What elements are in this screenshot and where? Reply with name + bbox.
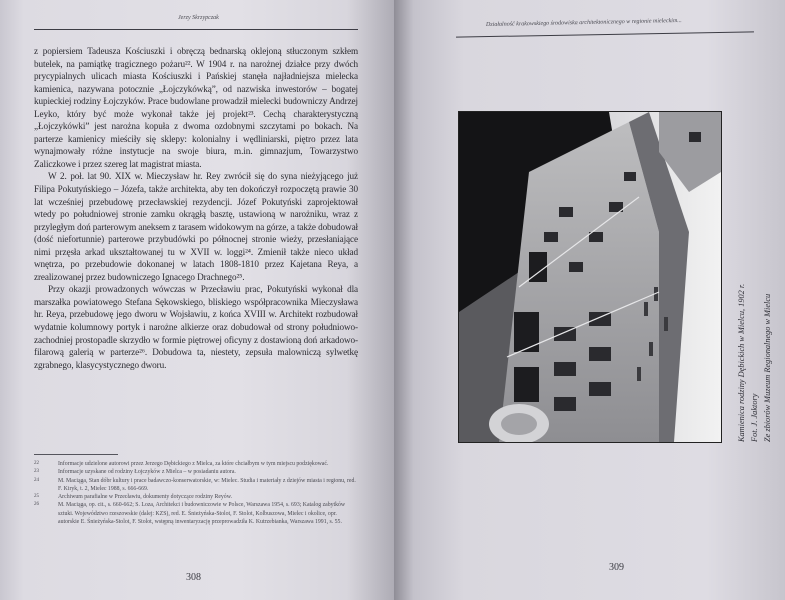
caption-line: Ze zbiorów Muzeum Regionalnego w Mielcu	[763, 293, 772, 442]
photo-caption	[735, 112, 774, 442]
footnotes	[34, 460, 358, 526]
footnote: 26 M. Maciąga, op. cit., s. 660-662; S. Loza, Architekci i budowniczowie w Polsce, Warszawa 1954, s. 693; Katalog zabytków sztuki. Województwo rzeszowskie (dalej: KZS), red. E. Śnieżyńska-Stolot, F. Stolot, Kolbuszowa, Mielec i okolice, opr. autorskie E. Śnieżyńska-Stolot, F. Stolot, wstępną inwentaryzację przeprowadziła K. Kutrzebianka, Warszawa 1991, s. 55.	[34, 502, 346, 526]
running-head-left: Jerzy Skrzypczak	[178, 15, 219, 21]
caption-line: Fot. J. Jaktory	[750, 393, 759, 442]
page-number-right: 309	[609, 562, 624, 573]
body-text	[34, 45, 358, 371]
footnote: 25 Archiwum parafialne w Przecławiu, dokumenty dotyczące rodziny Reyów.	[34, 494, 232, 501]
page-number-left: 308	[186, 572, 201, 583]
header-rule-right	[456, 31, 754, 37]
paragraph-3: Przy okazji prowadzonych wówczas w Przecławiu prac, Pokutyński wykonał dla marszałka powiatowego Stefana Sękowskiego, bliskiego współpracownika Mieczysława hr. Reya, przebudowę jego dworu w Wojsławiu, z końca XVIII w. Architekt rozbudował wydatnie kolumnowy portyk i narożne alkierze oraz dobudował od strony południowo-zachodniej prostopadle skrzydło w formie piętrowej oficyny z dostawioną doń arkadowo-filarową galerią w parterze²⁶. Dobudowa ta, niestety, zepsuła malowniczą sylwetkę zgrabnego, klasycystycznego dworu.	[34, 284, 358, 370]
running-head-right: Działalność krakowskiego środowiska architektonicznego w regionie mieleckim...	[485, 17, 682, 29]
header-rule-left	[34, 29, 358, 30]
caption-line: Kamienica rodziny Dębickich w Mielcu, 1902 r.	[737, 283, 746, 442]
footnote: 22 Informacje udzielone autorowi przez Jerzego Dębickiego z Mielca, za które chciałbym w tym miejscu podziękować.	[34, 461, 329, 467]
paragraph-1: z popiersiem Tadeusza Kościuszki i obręczą bednarską oklejoną stłuczonym szkłem butelek, na pamiątkę tragicznego pożaru²². W 1904 r. na narożnej działce przy dwóch prycypialnych ulicach miasta Kościuszki i Pańskiej stanęła najładniejsza mielecka kamienica, nazywana potocznie „Łojczykówką”, od nazwiska inwestorów – bogatej kupieckiej rodziny Łojczyków. Prace budowlane prowadził mielecki budowniczy Andrzej Leyko, który być może wykonał także jej projekt²³. Cechą charakterystyczną „Łojczykówki” jest narożna kopuła z dwoma ozdobnymi szczytami po bokach. Na parterze kamienicy mieściły się sklepy: kolonialny i wędliniarski, piętro przez lata wynajmowały różne instytucje na swoje biura, m.in. gimnazjum, Towarzystwo Zaliczkowe i przez szereg lat magistrat miasta.	[34, 46, 358, 169]
footnote: 24 M. Maciąga, Stan dóbr kultury i prace badawczo-konserwatorskie, w: Mielec. Studia i materiały z dziejów miasta i regionu, red. F. Kiryk, t. 2, Mielec 1988, s. 666-669.	[34, 477, 356, 492]
footnote: 23 Informacje uzyskane od rodziny Łojczyków z Mielca – w posiadaniu autora.	[34, 469, 236, 476]
footnote-rule	[34, 454, 118, 455]
paragraph-2: W 2. poł. lat 90. XIX w. Mieczysław hr. Rey zwrócił się do syna nieżyjącego już Filipa Pokutyńskiego – Józefa, także architekta, aby ten dokończył rozpoczętą prawie 30 lat wcześniej przebudowę przecławskiej rezydencji. Józef Pokutyński zaprojektował wtedy po południowej stronie zamku okrągłą basztę, ustawioną w narożniku, wraz z przyległym doń parterowym aneksem z tarasem widokowym na górze, a także dobudował (dość niefortunnie) parterowe przybudówki po północnej stronie wieży, przesłaniające nimi przęsła arkad ukształtowanej tu w XVII w. loggi²⁴. Zmienił także nieco układ wnętrza, po przebudowie dokonanej w latach 1808-1810 przez Kajetana Reya, a zrealizowanej przez budowniczego Ignacego Drachnego²⁵.	[34, 171, 358, 282]
building-photo	[458, 111, 722, 443]
